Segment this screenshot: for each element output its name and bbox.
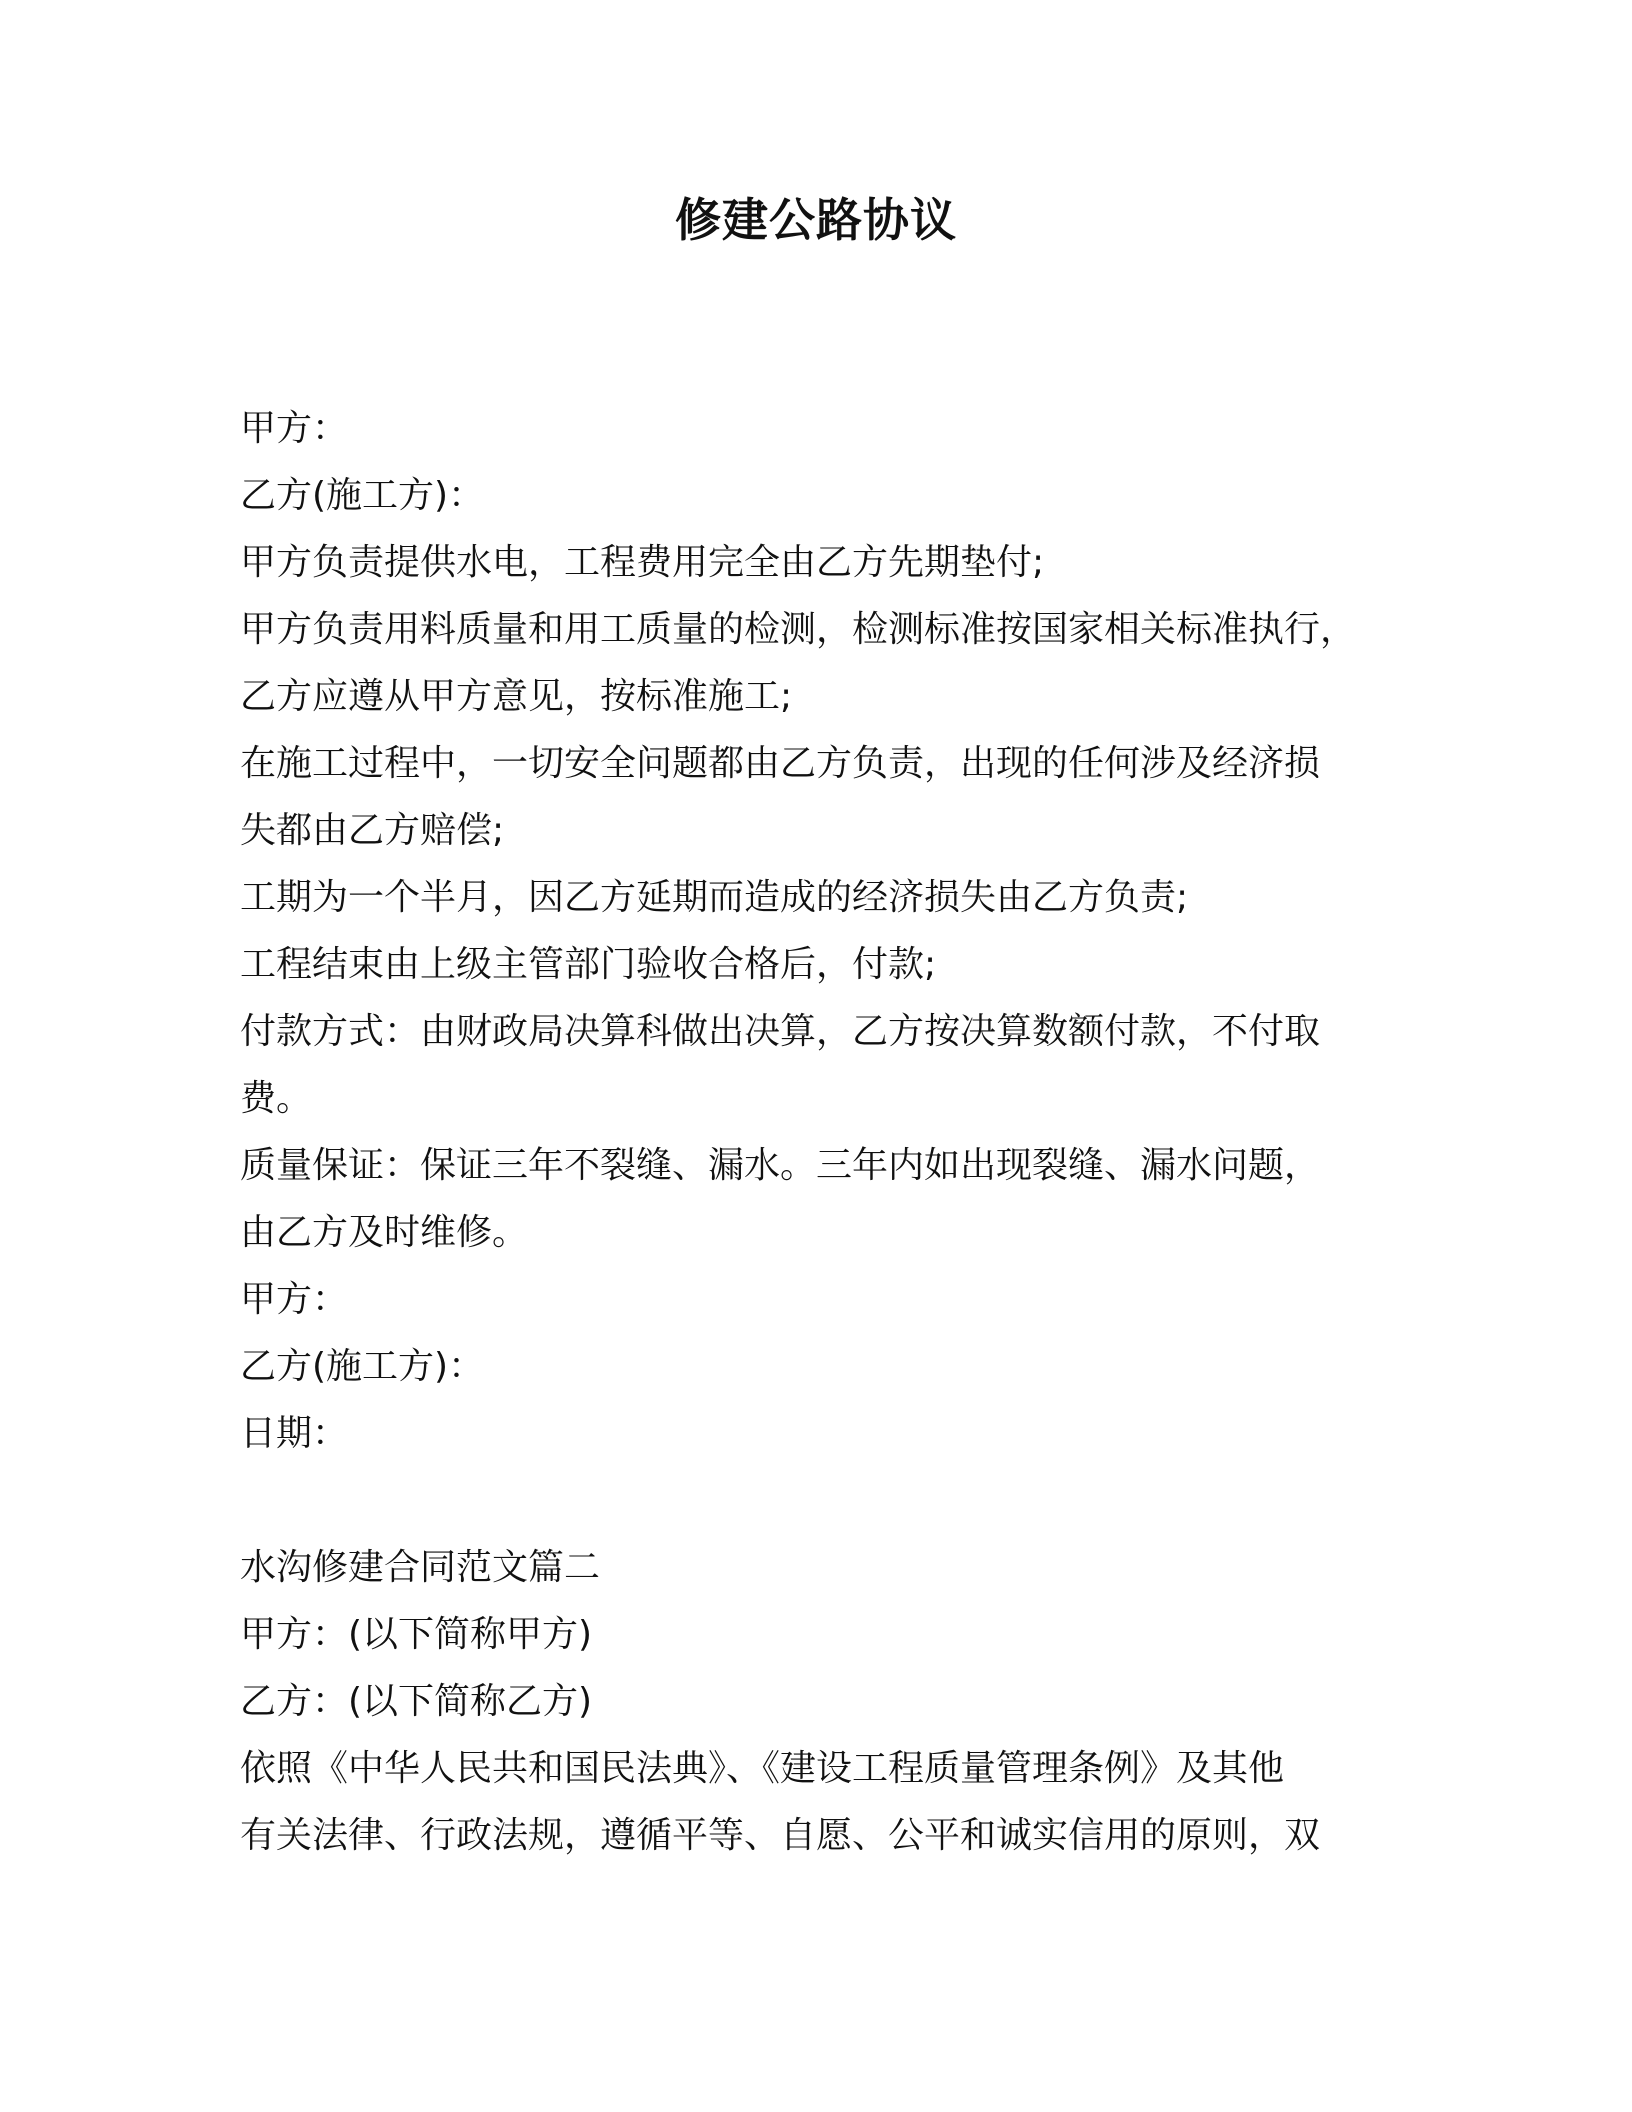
clause-line: 付款方式：由财政局决算科做出决算，乙方按决算数额付款，不付取	[240, 1011, 1321, 1052]
clause-line: 质量保证：保证三年不裂缝、漏水。三年内如出现裂缝、漏水问题，	[240, 1145, 1321, 1186]
signature-party-a: 甲方：	[240, 1279, 349, 1320]
party-a-label: 甲方：(以下简称甲方)	[240, 1614, 593, 1655]
section-gap	[240, 1467, 1400, 1534]
paragraph-line: 依照《中华人民共和国民法典》、《建设工程质量管理条例》及其他	[240, 1748, 1285, 1789]
clause-line: 甲方负责提供水电，工程费用完全由乙方先期垫付;	[240, 542, 1045, 583]
clause-line: 工程结束由上级主管部门验收合格后，付款;	[240, 944, 937, 985]
party-a-label: 甲方：	[240, 408, 349, 449]
clause-line: 费。	[240, 1078, 313, 1119]
clause-line: 工期为一个半月，因乙方延期而造成的经济损失由乙方负责;	[240, 877, 1189, 918]
clause-line: 由乙方及时维修。	[240, 1212, 529, 1253]
clause-line: 失都由乙方赔偿;	[240, 810, 505, 851]
section-heading: 水沟修建合同范文篇二	[240, 1547, 601, 1588]
clause-line: 甲方负责用料质量和用工质量的检测，检测标准按国家相关标准执行，	[240, 609, 1357, 650]
signature-party-b: 乙方(施工方)：	[240, 1346, 485, 1387]
party-b-label: 乙方(施工方)：	[240, 475, 485, 516]
paragraph-line: 有关法律、行政法规，遵循平等、自愿、公平和诚实信用的原则，双	[240, 1815, 1321, 1856]
page-title: 修建公路协议	[675, 193, 957, 247]
clause-line: 乙方应遵从甲方意见，按标准施工;	[240, 676, 793, 717]
signature-date: 日期：	[240, 1413, 349, 1454]
party-b-label: 乙方：(以下简称乙方)	[240, 1681, 593, 1722]
clause-line: 在施工过程中，一切安全问题都由乙方负责，出现的任何涉及经济损	[240, 743, 1321, 784]
document-body	[240, 395, 1400, 1869]
